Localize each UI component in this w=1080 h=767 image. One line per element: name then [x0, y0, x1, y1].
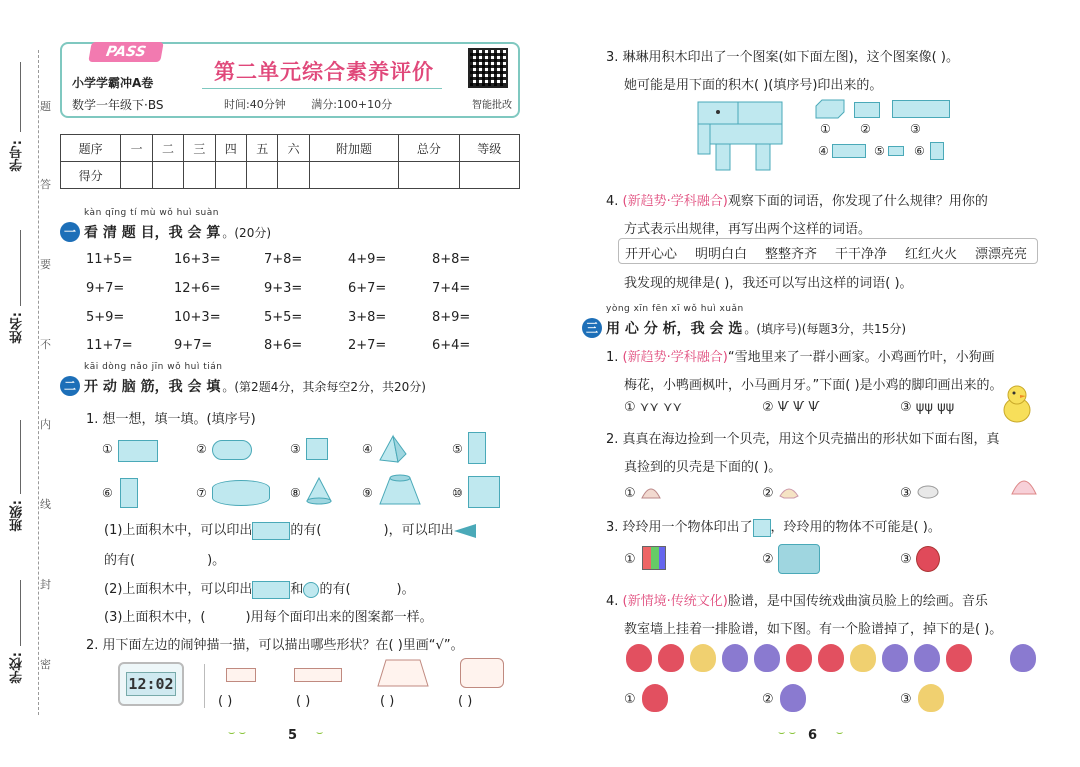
score-cell[interactable]	[152, 162, 183, 189]
text: 的有(	[319, 582, 351, 597]
text: )。	[396, 582, 415, 597]
question-3-3	[606, 516, 941, 537]
score-cell[interactable]	[121, 162, 152, 189]
question-2-3-cont: 她可能是用下面的积木( )(填序号)印出来的。	[624, 78, 883, 93]
calc-item[interactable]: 9+7=	[86, 281, 125, 296]
word: 红红火火	[905, 247, 958, 262]
question-2-4-answer[interactable]: 我发现的规律是( )，我还可以写出这样的词语( )。	[624, 276, 913, 291]
text: )，可以印出	[383, 523, 454, 538]
student-id-field[interactable]	[20, 62, 21, 132]
opera-mask-red-icon	[818, 644, 844, 672]
calc-item[interactable]: 7+8=	[264, 252, 303, 267]
option-1[interactable]	[624, 692, 636, 707]
option-label: ③	[900, 552, 912, 567]
opera-mask-purple-icon	[754, 644, 780, 672]
opera-mask-yellow-icon	[690, 644, 716, 672]
score-cell[interactable]	[309, 162, 398, 189]
words-box	[618, 238, 1038, 264]
solid-label: ⑦	[196, 486, 207, 500]
margin-char: 线	[40, 498, 51, 511]
block-label: ①	[820, 122, 831, 136]
calc-item[interactable]: 9+3=	[264, 281, 303, 296]
text: 4.	[606, 594, 619, 609]
rectangle-shape-icon	[252, 522, 290, 540]
word: 整整齐齐	[765, 247, 818, 262]
opera-mask-red-icon	[786, 644, 812, 672]
block-label: ②	[860, 122, 871, 136]
option-label: ②	[762, 400, 774, 415]
score-cell[interactable]	[459, 162, 519, 189]
calc-item[interactable]: 7+4=	[432, 281, 471, 296]
option-label: ①	[624, 486, 636, 501]
calc-item[interactable]: 4+9=	[348, 252, 387, 267]
question-3-1-cont: 梅花，小鸭画枫叶，小马画月牙。”下面( )是小鸡的脚印画出来的。	[624, 378, 1003, 393]
text: (3)上面积木中，(	[104, 610, 206, 625]
series-name: 小学学霸冲A卷	[72, 76, 154, 90]
block-1-icon	[814, 98, 846, 120]
grade-label: 数学一年级下·BS	[72, 98, 164, 112]
frustum-icon	[378, 474, 422, 508]
text: (1)上面积木中，可以印出	[104, 523, 253, 538]
chick-icon	[1000, 384, 1034, 424]
table-cell: 题序	[61, 135, 121, 162]
tag: (新趋势·学科融合)	[622, 194, 728, 209]
question-2-2: 2. 用下面左边的闹钟描一描，可以描出哪些形状？在( )里画“√”。	[86, 638, 464, 653]
text: 的有(	[104, 553, 136, 568]
option-2[interactable]	[762, 692, 774, 707]
exam-title: 第二单元综合素养评价	[214, 60, 434, 84]
cone-icon	[304, 476, 334, 506]
divider	[204, 664, 205, 708]
sprout-icon: ⌣ ⌣	[228, 726, 246, 739]
calc-item[interactable]: 10+3=	[174, 310, 221, 325]
school-label: 学校:	[10, 652, 25, 684]
question-3-2-cont: 真捡到的贝壳是下面的( )。	[624, 460, 782, 475]
sprout-icon: ⌣	[316, 726, 324, 739]
text: 的有(	[290, 523, 322, 538]
check-paren[interactable]: ( )	[218, 694, 233, 709]
solid-label: ⑤	[452, 442, 463, 456]
block-label: ⑤	[874, 144, 885, 158]
question-2-4	[606, 190, 988, 209]
table-cell: 总分	[399, 135, 459, 162]
question-2-1: 1. 想一想，填一填。(填序号)	[86, 412, 256, 427]
block-3-icon	[892, 100, 950, 118]
option-label: ①	[624, 552, 636, 567]
text: “雪地里来了一群小画家。小鸡画竹叶，小狗画	[727, 350, 995, 365]
solid-label: ⑧	[290, 486, 301, 500]
option-label: ②	[762, 552, 774, 567]
margin-char: 题	[40, 100, 51, 113]
sprout-icon: ⌣ ⌣	[778, 726, 796, 739]
check-paren[interactable]: ( )	[458, 694, 473, 709]
score-cell[interactable]	[247, 162, 278, 189]
calc-item[interactable]: 12+6=	[174, 281, 221, 296]
option-label: ①	[624, 692, 636, 707]
shell-icon	[640, 482, 662, 500]
pass-logo: PASS	[88, 42, 164, 62]
solid-label: ②	[196, 442, 207, 456]
calc-item[interactable]: 3+8=	[348, 310, 387, 325]
block-label: ④	[818, 144, 829, 158]
option-label: ②	[762, 486, 774, 501]
sprout-icon: ⌣	[836, 726, 844, 739]
cuboid-icon	[118, 440, 158, 462]
option-3[interactable]	[900, 486, 912, 501]
section-2-heading	[60, 362, 426, 396]
solid-label: ①	[102, 442, 113, 456]
small-rectangle-shape	[226, 668, 256, 682]
section-note: 。(20分)	[222, 226, 272, 240]
score-table	[60, 134, 520, 189]
elephant-pattern-icon	[696, 100, 786, 172]
section-pinyin: kàn qīng tí mù wǒ huì suàn	[84, 208, 219, 218]
exam-meta	[224, 96, 414, 112]
calc-item[interactable]: 6+7=	[348, 281, 387, 296]
solid-label: ⑥	[102, 486, 113, 500]
table-row	[61, 162, 520, 189]
score-cell[interactable]	[215, 162, 246, 189]
table-cell: 一	[121, 135, 152, 162]
section-number: 一	[60, 222, 80, 242]
section-note: 。(填序号)(每题3分，共15分)	[744, 322, 907, 336]
opera-mask-red-icon	[658, 644, 684, 672]
class-label: 班级:	[10, 500, 25, 532]
block-label: ⑥	[914, 144, 925, 158]
word: 干干净净	[835, 247, 888, 262]
qr-code-icon[interactable]	[468, 48, 508, 88]
solid-label: ④	[362, 442, 373, 456]
check-paren[interactable]: ( )	[296, 694, 311, 709]
footprint-icon: ψψ ψψ	[915, 400, 955, 415]
section-number: 三	[582, 318, 602, 338]
table-cell: 得分	[61, 162, 121, 189]
wide-cylinder-icon	[212, 480, 270, 506]
opera-mask-red-icon	[626, 644, 652, 672]
class-field[interactable]	[20, 420, 21, 494]
section-number: 二	[60, 376, 80, 396]
score-cell[interactable]	[184, 162, 215, 189]
table-cell: 等级	[459, 135, 519, 162]
calc-item[interactable]: 8+9=	[432, 310, 471, 325]
tall-prism-icon	[468, 432, 486, 464]
question-3-4	[606, 590, 988, 609]
table-cell: 五	[247, 135, 278, 162]
jar-icon	[916, 546, 940, 572]
solid-label: ③	[290, 442, 301, 456]
rubiks-cube-icon	[642, 546, 666, 570]
option-3[interactable]	[900, 552, 912, 567]
section-title: 看 清 题 目，我 会 算	[84, 225, 221, 241]
triangle-shape-icon	[454, 524, 476, 538]
text: 观察下面的词语，你发现了什么规律？用你的	[727, 194, 988, 209]
option-label: ③	[900, 400, 912, 415]
tall-cuboid-icon	[120, 478, 138, 508]
option-1[interactable]	[624, 400, 682, 415]
question-3-1	[606, 346, 995, 365]
full-score: 满分:100+10分	[311, 98, 393, 111]
text: ，玲玲用的物体不可能是( )。	[770, 520, 941, 535]
clock-display: 12:02	[126, 672, 176, 696]
section-title: 用 心 分 析，我 会 选	[606, 321, 743, 337]
opera-mask-purple-icon	[882, 644, 908, 672]
opera-mask-red-icon	[642, 684, 668, 712]
question-2-4-cont: 方式表示出规律，再写出两个这样的词语。	[624, 222, 872, 237]
name-label: 姓名:	[10, 312, 25, 344]
cylinder-icon	[212, 440, 252, 460]
option-1[interactable]	[624, 552, 636, 567]
student-id-label: 学号:	[10, 140, 25, 172]
option-2[interactable]	[762, 552, 774, 567]
school-field[interactable]	[20, 580, 21, 646]
question-3-2: 2. 真真在海边捡到一个贝壳，用这个贝壳描出的形状如下面右图，真	[606, 432, 1000, 447]
table-cell: 三	[184, 135, 215, 162]
calc-item[interactable]: 2+7=	[348, 338, 387, 353]
calc-item[interactable]: 16+3=	[174, 252, 221, 267]
section-pinyin: kāi dòng nǎo jīn wǒ huì tián	[84, 362, 223, 372]
cube-icon	[306, 438, 328, 460]
calc-item[interactable]: 9+7=	[174, 338, 213, 353]
question-2-3: 3. 琳琳用积木印出了一个图案(如下面左图)，这个图案像( )。	[606, 50, 959, 65]
word: 漂漂亮亮	[975, 247, 1028, 262]
text: 4.	[606, 194, 619, 209]
option-3[interactable]	[900, 692, 912, 707]
question-2-1-1	[104, 519, 476, 540]
question-2-1-1-cont	[104, 549, 225, 568]
text: (2)上面积木中，可以印出	[104, 582, 253, 597]
footprint-icon: ⋎⋎ ⋎⋎	[639, 400, 683, 415]
table-cell: 附加题	[309, 135, 398, 162]
calc-item[interactable]: 11+7=	[86, 338, 133, 353]
page-number: 5	[288, 728, 298, 743]
text: 1.	[606, 350, 619, 365]
calc-item[interactable]: 8+8=	[432, 252, 471, 267]
calc-item[interactable]: 5+9=	[86, 310, 125, 325]
block-4-icon	[832, 144, 866, 158]
large-cube-icon	[468, 476, 500, 508]
calc-item[interactable]: 8+6=	[264, 338, 303, 353]
word: 明明白白	[695, 247, 748, 262]
shell-outline-icon	[1010, 472, 1038, 496]
rectangle-shape-icon	[252, 581, 290, 599]
exam-header	[60, 42, 520, 118]
text: )用每个面印出来的图案都一样。	[245, 610, 433, 625]
text: 和	[290, 582, 304, 597]
section-pinyin: yòng xīn fēn xī wǒ huì xuǎn	[606, 304, 744, 314]
page-number: 6	[808, 728, 818, 743]
tag: (新情境·传统文化)	[622, 594, 728, 609]
circle-shape-icon	[303, 582, 319, 598]
margin-char: 不	[40, 338, 51, 351]
margin-char: 密	[40, 658, 51, 671]
opera-mask-yellow-icon	[850, 644, 876, 672]
table-row	[61, 135, 520, 162]
text: 脸谱，是中国传统戏曲演员脸上的绘画。音乐	[727, 594, 988, 609]
calc-item[interactable]: 6+4=	[432, 338, 471, 353]
rounded-rectangle-shape	[460, 658, 504, 688]
table-cell: 六	[278, 135, 309, 162]
option-2[interactable]	[762, 400, 819, 415]
question-2-1-3	[104, 606, 433, 625]
long-rectangle-shape	[294, 668, 342, 682]
square-shape-icon	[753, 519, 771, 537]
opera-mask-purple-icon	[1010, 644, 1036, 672]
question-2-1-2	[104, 578, 415, 599]
margin-char: 答	[40, 178, 51, 191]
check-paren[interactable]: ( )	[380, 694, 395, 709]
toy-box-icon	[778, 544, 820, 574]
alarm-clock-icon	[118, 662, 184, 706]
section-1-heading	[60, 208, 272, 242]
block-5-icon	[888, 146, 904, 156]
tag: (新趋势·学科融合)	[622, 350, 728, 365]
section-note: 。(第2题4分，其余每空2分，共20分)	[222, 380, 426, 394]
block-2-icon	[854, 102, 880, 118]
qr-label: 智能批改	[472, 100, 512, 111]
block-label: ③	[910, 122, 921, 136]
shell-icon	[778, 482, 800, 500]
opera-mask-red-icon	[946, 644, 972, 672]
block-6-icon	[930, 142, 944, 160]
calc-item[interactable]: 11+5=	[86, 252, 133, 267]
margin-char: 内	[40, 418, 51, 431]
text: )。	[207, 553, 226, 568]
option-label: ②	[762, 692, 774, 707]
opera-mask-yellow-icon	[918, 684, 944, 712]
question-3-4-cont: 教室墙上挂着一排脸谱，如下图。有一个脸谱掉了，掉下的是( )。	[624, 622, 1003, 637]
option-3[interactable]	[900, 400, 954, 415]
header-divider	[202, 88, 442, 89]
footprint-icon: Ѱ Ѱ Ѱ	[777, 400, 820, 415]
score-cell[interactable]	[399, 162, 459, 189]
section-3-heading	[582, 304, 907, 338]
opera-mask-purple-icon	[780, 684, 806, 712]
opera-mask-purple-icon	[914, 644, 940, 672]
word: 开开心心	[625, 247, 678, 262]
section-title: 开 动 脑 筋，我 会 填	[84, 379, 221, 395]
binding-line	[38, 50, 39, 715]
option-label: ①	[624, 400, 636, 415]
option-label: ③	[900, 692, 912, 707]
option-1[interactable]	[624, 486, 636, 501]
margin-char: 封	[40, 578, 51, 591]
time-limit: 时间:40分钟	[224, 98, 286, 111]
right-page	[540, 0, 1080, 767]
trapezoid-shape	[376, 658, 430, 688]
solid-label: ⑩	[452, 486, 463, 500]
score-cell[interactable]	[278, 162, 309, 189]
text: 3. 玲玲用一个物体印出了	[606, 520, 753, 535]
calc-item[interactable]: 5+5=	[264, 310, 303, 325]
tetrahedron-icon	[378, 434, 408, 464]
name-field[interactable]	[20, 230, 21, 306]
opera-mask-purple-icon	[722, 644, 748, 672]
table-cell: 四	[215, 135, 246, 162]
option-2[interactable]	[762, 486, 774, 501]
margin-char: 要	[40, 258, 51, 271]
solid-label: ⑨	[362, 486, 373, 500]
shell-icon	[916, 482, 940, 500]
table-cell: 二	[152, 135, 183, 162]
option-label: ③	[900, 486, 912, 501]
